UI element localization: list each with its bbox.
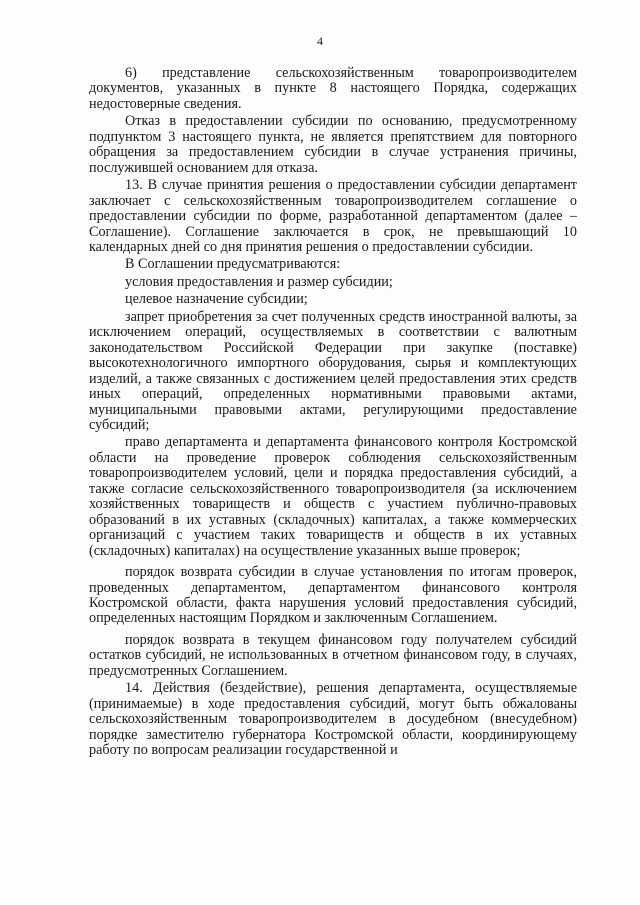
paragraph-currency-purchase-ban: запрет приобретения за счет полученных средств иностранной валюты, за исключением операций, осуществляемых в соответствии с валютным законодательством Российской Федерации при закупке (поставке) высокотехнологичного импортного оборудования, сырья и комплектующих изделий, а также связанных с достижением целей предоставления этих средств иных операций, определенных нормативными правовыми актами, муниципальными правовыми актами, регулирующими предоставление субсидий; — [89, 308, 577, 433]
paragraph-target-purpose: целевое назначение субсидии; — [125, 291, 308, 308]
paragraph-section-14: 14. Действия (бездействие), решения департамента, осуществляемые (принимаемые) в ходе предоставления субсидий, могут быть обжалованы сельскохозяйственным товаропроизводителем в досудебном (внесудебном) порядке заместителю губернатора Костромской области, координирующему работу по вопросам реализации государственной и — [89, 680, 577, 759]
paragraph-item-6-invalid-documents: 6) представление сельскохозяйственным товаропроизводителем документов, указанных в пункте 8 настоящего Порядка, содержащих недостоверные сведения. — [89, 65, 577, 112]
document-body — [89, 66, 577, 760]
paragraph-agreement-provisions-heading: В Соглашении предусматриваются: — [125, 256, 341, 273]
paragraph-section-13: 13. В случае принятия решения о предоставлении субсидии департамент заключает с сельскохозяйственным товаропроизводителем соглашение о предоставлении субсидии по форме, разработанной департаментом (далее – Соглашение). Соглашение заключается в срок, не превышающий 10 календарных дней со дня принятия решения о предоставлении субсидии. — [89, 177, 577, 255]
paragraph-subsidy-return-procedure: порядок возврата субсидии в случае установления по итогам проверок, проведенных департаментом, департаментом финансового контроля Костромской области, факта нарушения условий предоставления субсидий, определенных настоящим Порядком и заключенным Соглашением. — [89, 564, 577, 627]
paragraph-conditions-and-amount: условия предоставления и размер субсидии; — [125, 273, 393, 290]
paragraph-inspection-rights: право департамента и департамента финансового контроля Костромской области на проведение проверок соблюдения сельскохозяйственным товаропроизводителем условий, цели и порядка предоставления субсидий, а также согласие сельскохозяйственного товаропроизводителя (за исключением хозяйственных товариществ и обществ с участием публично-правовых образований в их уставных (складочных) капиталах, а также коммерческих организаций с участием таких товариществ и обществ в их уставных (складочных) капиталах) на осуществление указанных выше проверок; — [89, 434, 577, 559]
paragraph-remaining-subsidy-return: порядок возврата в текущем финансовом году получателем субсидий остатков субсидий, не использованных в отчетном финансовом году, в случаях, предусмотренных Соглашением. — [89, 631, 577, 679]
page-number: 4 — [317, 34, 323, 48]
paragraph-refusal-note: Отказ в предоставлении субсидии по основанию, предусмотренному подпунктом 3 настоящего пункта, не является препятствием для повторного обращения за предоставлением субсидии в случае устранения причины, послужившей основанием для отказа. — [89, 113, 577, 176]
